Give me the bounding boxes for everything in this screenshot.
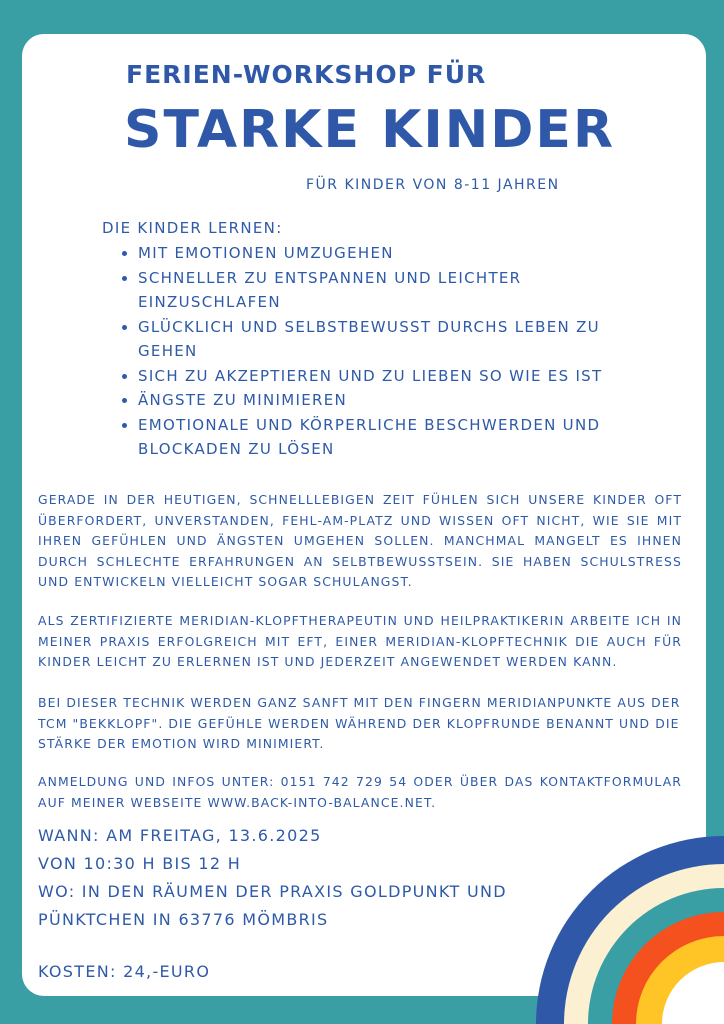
learn-heading: DIE KINDER LERNEN: <box>102 219 283 237</box>
event-location: WO: IN DEN RÄUMEN DER PRAXIS GOLDPUNKT UND PÜNKTCHEN IN 63776 MÖMBRIS <box>38 882 507 929</box>
workshop-kicker: FERIEN-WORKSHOP FÜR <box>126 60 487 89</box>
intro-paragraph: GERADE IN DER HEUTIGEN, SCHNELLLEBIGEN ZEIT FÜHLEN SICH UNSERE KINDER OFT ÜBERFORDERT, UNVERSTANDEN, FEHL-AM-PLATZ UND WISSEN OFT NICHT, WIE SIE MIT IHREN GEFÜHLEN UND ÄNGSTEN UMGEHEN SOLLEN. MANCHMAL MANGELT ES IHNEN DURCH SCHLECHTE ERFAHRUNGEN AN SELBTBEWUSSTSEIN. SIE HABEN SCHULSTRESS UND ENTWICKELN VIELLEICHT SOGAR SCHULANGST. <box>38 492 682 589</box>
list-item: • ÄNGSTE ZU MINIMIEREN <box>138 388 648 413</box>
event-cost: KOSTEN: 24,-EURO <box>38 962 211 981</box>
event-time: VON 10:30 H BIS 12 H <box>38 854 242 873</box>
list-item: • EMOTIONALE UND KÖRPERLICHE BESCHWERDEN UND BLOCKADEN ZU LÖSEN <box>138 413 648 462</box>
list-item: • SCHNELLER ZU ENTSPANNEN UND LEICHTER EINZUSCHLAFEN <box>138 266 648 315</box>
technique-paragraph: BEI DIESER TECHNIK WERDEN GANZ SANFT MIT DEN FINGERN MERIDIANPUNKTE AUS DER TCM "BEKKLOPF". DIE GEFÜHLE WERDEN WÄHREND DER KLOPFRUNDE BENANNT UND DIE STÄRKE DER EMOTION WIRD MINIMIERT. <box>38 695 681 751</box>
list-item: • SICH ZU AKZEPTIEREN UND ZU LIEBEN SO WIE ES IST <box>138 364 648 389</box>
list-item: • GLÜCKLICH UND SELBSTBEWUSST DURCHS LEBEN ZU GEHEN <box>138 315 648 364</box>
age-group: FÜR KINDER VON 8-11 JAHREN <box>306 177 560 193</box>
registration-paragraph: ANMELDUNG UND INFOS UNTER: 0151 742 729 54 ODER ÜBER DAS KONTAKTFORMULAR AUF MEINER WEBSEITE WWW.BACK-INTO-BALANCE.NET. <box>38 774 682 810</box>
workshop-title: STARKE KINDER <box>124 100 615 160</box>
list-item: • MIT EMOTIONEN UMZUGEHEN <box>138 241 648 266</box>
event-date: WANN: AM FREITAG, 13.6.2025 <box>38 826 322 845</box>
therapist-paragraph: ALS ZERTIFIZIERTE MERIDIAN-KLOPFTHERAPEUTIN UND HEILPRAKTIKERIN ARBEITE ICH IN MEINER PRAXIS ERFOLGREICH MIT EFT, EINER MERIDIAN-KLOPFTECHNIK DIE AUCH FÜR KINDER LEICHT ZU ERLERNEN IST UND JEDERZEIT ANGEWENDET WERDEN KANN. <box>38 613 682 669</box>
